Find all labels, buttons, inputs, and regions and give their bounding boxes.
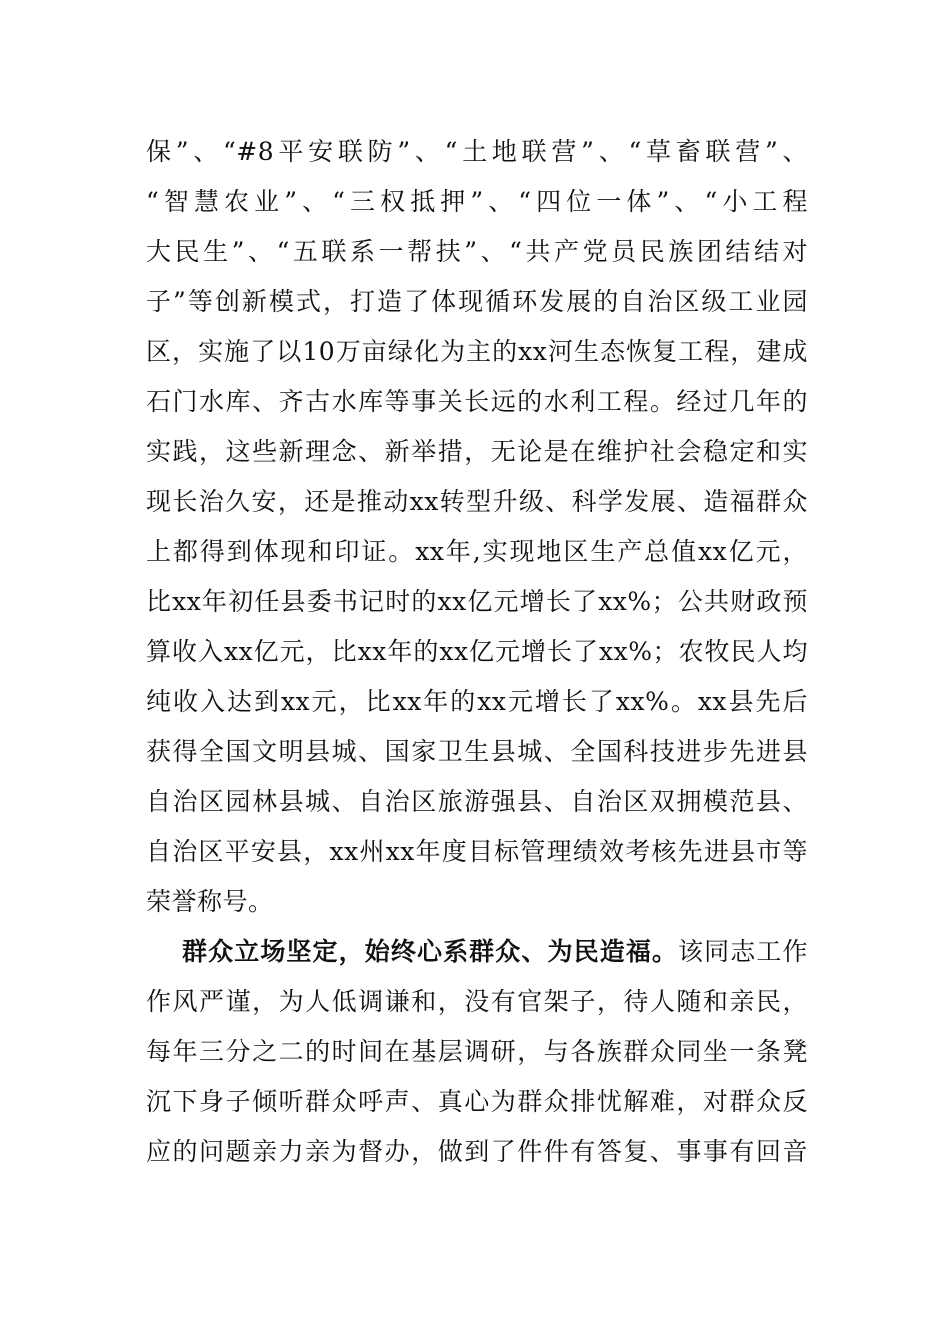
paragraph-line: 荣誉称号。 <box>146 887 274 916</box>
paragraph-line: 算收入xx亿元，比xx年的xx亿元增长了xx%；农牧民人均 <box>146 637 808 666</box>
paragraph-line: 获得全国文明县城、国家卫生县城、全国科技进步先进县 <box>146 737 808 766</box>
paragraph-line: 比xx年初任县委书记时的xx亿元增长了xx%；公共财政预 <box>146 587 808 616</box>
paragraph-line: 应的问题亲力亲为督办，做到了件件有答复、事事有回音 <box>146 1137 808 1166</box>
paragraph-line: 区，实施了以10万亩绿化为主的xx河生态恢复工程，建成 <box>146 337 808 366</box>
paragraph-line: 保”、“#8平安联防”、“土地联营”、“草畜联营”、 <box>146 137 808 166</box>
bold-heading: 群众立场坚定，始终心系群众、为民造福。 <box>182 937 679 966</box>
paragraph-line: 自治区平安县，xx州xx年度目标管理绩效考核先进县市等 <box>146 837 808 866</box>
paragraph-first-line <box>182 927 808 977</box>
paragraph-line: 纯收入达到xx元，比xx年的xx元增长了xx%。xx县先后 <box>146 687 808 716</box>
paragraph-line: 作风严谨，为人低调谦和，没有官架子，待人随和亲民， <box>146 987 808 1016</box>
paragraph-line: “智慧农业”、“三权抵押”、“四位一体”、“小工程 <box>146 187 808 216</box>
paragraph-line: 每年三分之二的时间在基层调研，与各族群众同坐一条凳 <box>146 1037 808 1066</box>
paragraph-line: 沉下身子倾听群众呼声、真心为群众排忧解难，对群众反 <box>146 1087 808 1116</box>
paragraph-text: 该同志工作 <box>678 937 808 966</box>
paragraph-line: 现长治久安，还是推动xx转型升级、科学发展、造福群众 <box>146 487 808 516</box>
paragraph-line: 自治区园林县城、自治区旅游强县、自治区双拥模范县、 <box>146 787 808 816</box>
paragraph-line: 石门水库、齐古水库等事关长远的水利工程。经过几年的 <box>146 387 808 416</box>
paragraph-line: 实践，这些新理念、新举措，无论是在维护社会稳定和实 <box>146 437 808 466</box>
paragraph-line: 上都得到体现和印证。xx年,实现地区生产总值xx亿元， <box>146 537 808 566</box>
paragraph-line: 大民生”、“五联系一帮扶”、“共产党员民族团结结对 <box>146 237 808 266</box>
paragraph-line: 子”等创新模式，打造了体现循环发展的自治区级工业园 <box>146 287 808 316</box>
